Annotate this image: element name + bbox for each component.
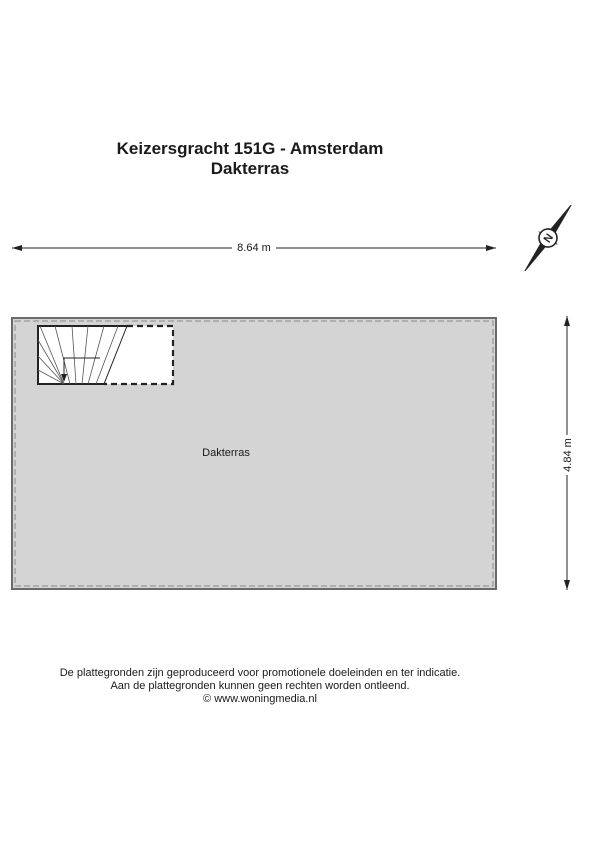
disclaimer-line-3: © www.woningmedia.nl	[203, 693, 317, 705]
disclaimer	[0, 667, 520, 706]
room-label-dakterras: Dakterras	[202, 447, 250, 459]
staircase	[38, 326, 173, 384]
plan-subtitle: Dakterras	[210, 159, 290, 178]
disclaimer-line-1: De plattegronden zijn geproduceerd voor promotionele doeleinden en ter indicatie.	[59, 667, 461, 679]
compass-north-label: N	[541, 231, 557, 246]
width-dimension-label: 8.64 m	[232, 242, 276, 254]
depth-dimension-label: 4.84 m	[562, 435, 574, 475]
north-compass-icon	[505, 205, 591, 271]
disclaimer-line-2: Aan de plattegronden kunnen geen rechten worden ontleend.	[110, 680, 410, 692]
plan-title: Keizersgracht 151G - Amsterdam	[116, 139, 384, 158]
